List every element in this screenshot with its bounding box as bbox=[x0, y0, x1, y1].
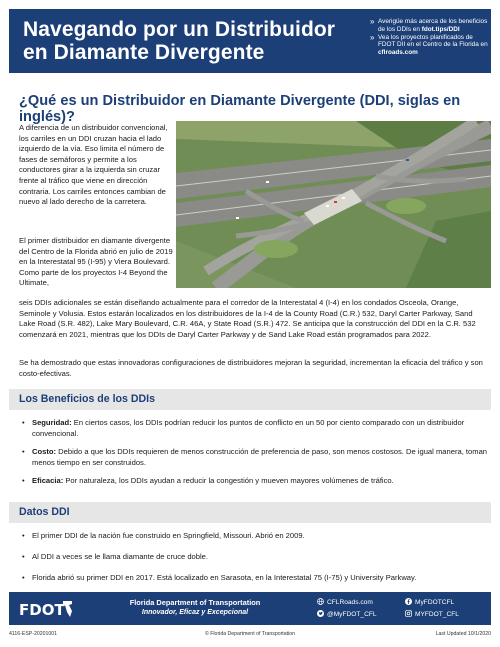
benefit-label: Seguridad: bbox=[32, 418, 72, 427]
facts-list bbox=[22, 531, 488, 595]
ddi-aerial-illustration bbox=[176, 121, 491, 288]
facts-section-header bbox=[9, 502, 491, 523]
proven-paragraph: Se ha demostrado que estas innovadoras configuraciones de distribuidores mejoran la seguridad, incrementan la eficacia del tráfico y son costo-efectivas. bbox=[19, 358, 483, 378]
first-ddi-paragraph-continued: seis DDIs adicionales se están diseñando actualmente para el corredor de la Interestatal 4 (I-4) en los condados Osceola, Orange, Seminole y Volusia. Estos estarán localizados en los distribuidores de la I-4 de la County Road (C.R.) 532, Daryl Carter Parkway, Sand Lake Road (S.R. 482), Lake Mary Boulevard, C.R. 46A, y State Road (S.R.) 472. Se anticipa que la construcción del DDI en la C.R. 532 comenzará en 2021, mientras que los DDIs de Daryl Carter Parkway y de Sand Lake Road están programados para 2022. bbox=[19, 298, 476, 339]
benefit-text: Debido a que los DDIs requieren de menos construcción de preferencia de paso, son menos costosos. De igual manera, toman menos tiempo en ser construidos. bbox=[32, 447, 488, 467]
facebook-link[interactable]: MyFDOTCFL bbox=[405, 598, 454, 606]
intro-paragraph: A diferencia de un distribuidor convencional, los carriles en un DDI cruzan hacia el lado izquierdo de la vía. Eso limita el número de fases de semáforos y permite a los conductores girar a la izquierda sin cruzar frente al tráfico que viene en dirección contraria. Los carriles entonces cambian de nuevo al lado derecho de la carretera. bbox=[19, 123, 168, 207]
fact-item bbox=[22, 531, 488, 542]
fdot-logo-text: FDOT bbox=[19, 601, 65, 619]
copyright-notice: © Florida Department of Transportation bbox=[204, 631, 296, 637]
benefits-section-header bbox=[9, 389, 491, 410]
benefits-heading: Los Beneficios de los DDIs bbox=[19, 393, 155, 405]
first-ddi-paragraph: El primer distribuidor en diamante divergente del Centro de la Florida abrió en julio de 2019 en la Interestatal 95 (I-95) y Viera Boulevard. Como parte de los proyectos I-4 Beyond the Ultimate, bbox=[19, 236, 173, 288]
fact-item bbox=[22, 552, 488, 563]
benefit-text: En ciertos casos, los DDIs podrían reducir los puntos de conflicto en un 50 por ciento comparado con un distribuidor convencional. bbox=[32, 418, 465, 438]
title-line-1: Navegando por un Distribuidor bbox=[23, 18, 336, 41]
website-link[interactable]: CFLRoads.com bbox=[317, 598, 373, 606]
footer-bar bbox=[9, 592, 491, 625]
ddi-link[interactable]: fdot.tips/DDI bbox=[421, 25, 460, 33]
document-number: 4116-ESP-20201001 bbox=[9, 631, 58, 637]
bullet: • bbox=[22, 531, 25, 540]
cflroads-link[interactable]: cflroads.com bbox=[378, 49, 418, 57]
bullet: • bbox=[22, 573, 25, 583]
bullet: • bbox=[22, 447, 25, 457]
benefit-item-efficiency bbox=[22, 476, 488, 487]
main-heading: ¿Qué es un Distribuidor en Diamante Divergente (DDI, siglas en inglés)? bbox=[19, 93, 461, 125]
fact-item bbox=[22, 573, 488, 584]
bullet: • bbox=[22, 552, 25, 562]
benefit-label: Costo: bbox=[32, 447, 57, 457]
benefit-label: Eficacia: bbox=[32, 476, 64, 486]
instagram-link[interactable]: MYFDOT_CFL bbox=[405, 610, 459, 618]
twitter-icon bbox=[317, 610, 324, 617]
header-links bbox=[370, 18, 488, 57]
facebook-icon bbox=[405, 598, 412, 605]
org-name: Florida Department of Transportation bbox=[129, 598, 261, 607]
fact-text: Florida abrió su primer DDI en 2017. Está localizado en Sarasota, en la Interestatal 75 (I-75) y University Parkway. bbox=[32, 573, 417, 583]
fact-text: Al DDI a veces se le llama diamante de cruce doble. bbox=[32, 552, 209, 562]
last-updated: Last Updated 10/1/2020 bbox=[435, 631, 491, 637]
benefit-text: Por naturaleza, los DDIs ayudan a reducir la congestión y mueven mayores volúmenes de tráfico. bbox=[63, 476, 394, 486]
globe-icon bbox=[317, 598, 324, 605]
org-motto: Innovador, Eficaz y Excepcional bbox=[141, 609, 249, 616]
ddi-aerial-photo bbox=[176, 121, 491, 288]
fdot-logo bbox=[19, 597, 75, 621]
benefit-item-safety bbox=[22, 418, 488, 439]
header-banner bbox=[9, 9, 491, 73]
fact-text: El primer DDI de la nación fue construido en Springfield, Missouri. Abrió en 2009. bbox=[32, 531, 305, 540]
bullet: • bbox=[22, 476, 25, 486]
document-title bbox=[23, 18, 353, 64]
title-line-2: en Diamante Divergente bbox=[23, 41, 265, 64]
bullet: • bbox=[22, 418, 25, 427]
header-link-cflroads[interactable]: » Vea los proyectos planificados de FDOT DII en el Centro de la Florida en cflroads.com bbox=[370, 34, 488, 57]
twitter-link[interactable]: @MyFDOT_CFL bbox=[317, 610, 377, 618]
header-link-ddi[interactable]: » Averigüe más acerca de los beneficios de los DDIs en fdot.tips/DDI bbox=[370, 18, 488, 34]
benefits-list bbox=[22, 418, 488, 495]
benefit-item-cost bbox=[22, 447, 488, 468]
instagram-icon bbox=[405, 610, 412, 617]
facts-heading: Datos DDI bbox=[19, 506, 70, 518]
